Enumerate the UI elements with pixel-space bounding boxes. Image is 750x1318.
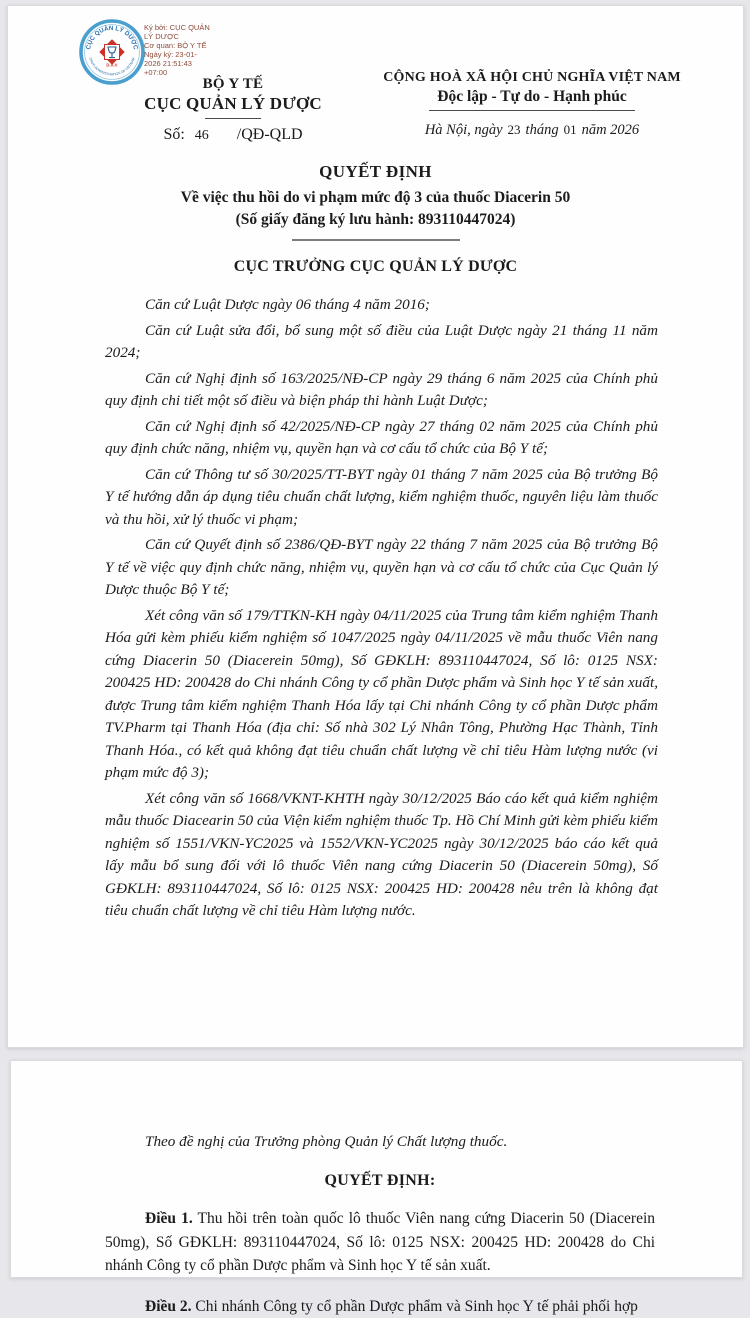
seal-bottom-arc-text: DRUG ADMINISTRATION OF VIETNAM [88,57,136,77]
decision-heading: QUYẾT ĐỊNH: [105,1172,655,1190]
recitals-section [105,294,658,926]
title-divider [292,239,460,241]
article-1-paragraph [105,1207,655,1278]
header-left-divider [205,118,261,119]
country-motto-line1: CỘNG HOÀ XÃ HỘI CHỦ NGHĨA VIỆT NAM [364,70,700,86]
recital-paragraph: Xét công văn số 179/TTKN-KH ngày 04/11/2025 của Trung tâm kiểm nghiệm Thanh Hóa gửi kèm phiếu kiểm nghiệm số 1047/2025 ngày 04/11/2025 về mẫu thuốc Viên nang cứng Diacerin 50 (Diacerein 50mg), Số GĐKLH: 893110447024, Số lô: 0125 NSX: 200425 HD: 200428 do Chi nhánh Công ty cổ phần Dược phẩm và Sinh học Y tế sản xuất, được Trung tâm kiểm nghiệm Thanh Hóa lấy tại Chi nhánh Công ty cổ phần Dược phẩm TV.Pharm tại Thanh Hóa (địa chỉ: Số nhà 302 Lý Nhân Tông, Phường Hạc Thành, Tỉnh Thanh Hóa., có kết quả không đạt tiêu chuẩn chất lượng về chỉ tiêu Hàm lượng nước (vi phạm mức độ 3); [105,605,658,785]
recital-paragraph: Xét công văn số 1668/VKNT-KHTH ngày 30/12/2025 Báo cáo kết quả kiểm nghiệm mẫu thuốc Diacearin 50 của Viện kiểm nghiệm thuốc Tp. Hồ Chí Minh gửi kèm phiếu kiểm nghiệm số 1551/VKN-YC2025 và 1552/VKN-YC2025 ngày 30/12/2025 báo cáo kết quả lấy mẫu bổ sung đối với lô thuốc Viên nang cứng Diacerin 50 (Diacerein 50mg), Số GĐKLH: 893110447024, Số lô: 0125 NSX: 200425 HD: 200428 nêu trên là không đạt tiêu chuẩn chất lượng về chỉ tiêu Hàm lượng nước. [105,788,658,923]
document-number-label: Số: [163,126,184,143]
date-day-value: 23 [508,122,521,137]
department-name: CỤC QUẢN LÝ DƯỢC [88,94,378,114]
document-number-line [88,126,378,144]
registration-number-line: (Số giấy đăng ký lưu hành: 893110447024) [8,211,743,229]
seal-dav-text: D.A.V [106,63,117,68]
deciding-authority: CỤC TRƯỞNG CỤC QUẢN LÝ DƯỢC [8,258,743,276]
article-1-label: Điều 1. [145,1210,193,1227]
recital-paragraph: Căn cứ Nghị định số 42/2025/NĐ-CP ngày 27 tháng 02 năm 2025 của Chính phủ quy định chức năng, nhiệm vụ, quyền hạn và cơ cấu tổ chức của Bộ Y tế; [105,416,658,461]
recital-paragraph: Căn cứ Luật sửa đổi, bổ sung một số điều của Luật Dược ngày 21 tháng 11 năm 2024; [105,320,658,365]
date-month-label: tháng [526,122,559,138]
date-year-label: năm 2026 [582,122,640,138]
signature-line: 2026 21:51:43 [144,59,254,68]
country-motto-line2: Độc lập - Tự do - Hạnh phúc [364,88,700,106]
header-right-divider [429,110,635,111]
document-number-suffix: /QĐ-QLD [237,126,303,143]
document-title-block [8,162,743,241]
document-page-1 [7,5,744,1048]
decision-section [11,1133,742,1318]
document-page-2 [10,1060,743,1278]
signature-line: +07:00 [144,68,254,77]
ministry-name: BỘ Y TẾ [88,76,378,93]
issuing-authority-block [88,76,378,144]
proposal-line: Theo đề nghị của Trưởng phòng Quản lý Chất lượng thuốc. [105,1133,655,1151]
signature-line: Cơ quan: BỘ Y TẾ [144,41,254,50]
document-subject: Về việc thu hồi do vi phạm mức độ 3 của thuốc Diacerin 50 [8,189,743,207]
digital-signature-stamp [144,23,254,77]
article-2-paragraph-clipped [105,1295,655,1318]
signature-line: LÝ DƯỢC [144,32,254,41]
document-number-value: 46 [195,128,209,143]
signature-line: Ký bởi: CỤC QUẢN [144,23,254,32]
document-title: QUYẾT ĐỊNH [8,162,743,182]
recital-paragraph: Căn cứ Luật Dược ngày 06 tháng 4 năm 2016; [105,294,658,317]
article-2-text: Chi nhánh Công ty cổ phần Dược phẩm và Sinh học Y tế phải phối hợp [192,1298,638,1315]
date-month-value: 01 [564,122,577,137]
seal-top-arc-text: CỤC QUẢN LÝ DƯỢC [85,25,139,51]
place-date-line [364,122,700,139]
article-2-label: Điều 2. [145,1298,192,1315]
date-prefix: Hà Nội, ngày [425,122,503,138]
recital-paragraph: Căn cứ Nghị định số 163/2025/NĐ-CP ngày 29 tháng 6 năm 2025 của Chính phủ quy định chi tiết một số điều và biện pháp thi hành Luật Dược; [105,368,658,413]
recital-paragraph: Căn cứ Thông tư số 30/2025/TT-BYT ngày 01 tháng 7 năm 2025 của Bộ trưởng Bộ Y tế hướng dẫn áp dụng tiêu chuẩn chất lượng, kiểm nghiệm thuốc, nguyên liệu làm thuốc và thu hồi, xử lý thuốc vi phạm; [105,464,658,532]
signature-line: Ngày ký: 23-01- [144,50,254,59]
recital-paragraph: Căn cứ Quyết định số 2386/QĐ-BYT ngày 22 tháng 7 năm 2025 của Bộ trưởng Bộ Y tế về việc quy định chức năng, nhiệm vụ, quyền hạn và cơ cấu tổ chức của Cục Quản lý Dược thuộc Bộ Y tế; [105,534,658,602]
article-1-text: Thu hồi trên toàn quốc lô thuốc Viên nang cứng Diacerin 50 (Diacerein 50mg), Số GĐKLH: 893110447024, Số lô: 0125 NSX: 200425 HD: 200428 do Chi nhánh Công ty cổ phần Dược phẩm và Sinh học Y tế sản xuất. [105,1210,655,1274]
national-header-block [364,70,700,139]
